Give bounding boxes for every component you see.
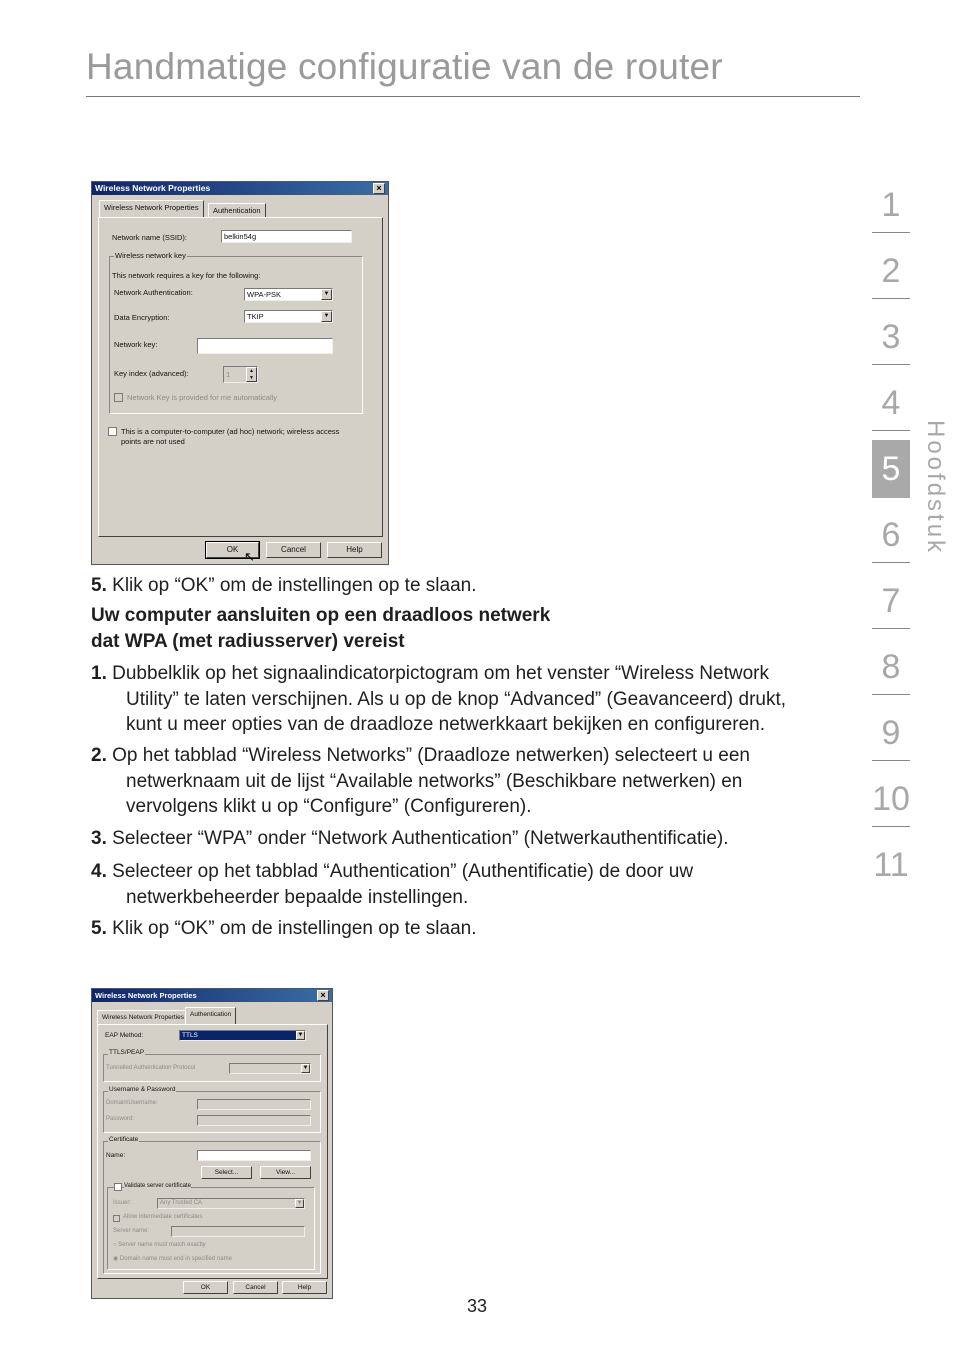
validate-group: [107, 1183, 315, 1270]
chapter-divider: [872, 760, 910, 761]
issuer-label: Issuer:: [113, 1200, 132, 1206]
tab-panel: [98, 217, 383, 537]
step-text: kunt u meer opties van de draadloze netwerkkaart bekijken en configureren.: [126, 714, 765, 735]
validate-label: Validate server certificate: [124, 1183, 191, 1189]
step-number: 1.: [91, 663, 107, 684]
tab-panel: [97, 1024, 328, 1279]
spinner-icon[interactable]: ▲ ▼: [246, 367, 257, 382]
step-text: netwerknaam uit de lijst “Available networks” (Beschikbare netwerken) en: [126, 770, 743, 792]
auth-label: Network Authentication:: [114, 288, 193, 297]
tab-wireless-properties[interactable]: Wireless Network Properties: [99, 200, 204, 217]
step-text: Op het tabblad “Wireless Networks” (Draadloze netwerken) selecteert u een: [112, 745, 750, 766]
chevron-down-icon[interactable]: ▼: [296, 1200, 303, 1206]
help-button[interactable]: Help: [327, 542, 382, 558]
authentication-dialog: [91, 988, 333, 1299]
encryption-select-value: TKIP: [247, 312, 264, 321]
chevron-down-icon[interactable]: ▼: [302, 1065, 309, 1071]
step-text: Utility” te laten verschijnen. Als u op de knop “Advanced” (Geavanceerd) drukt,: [126, 688, 787, 710]
step-number: 3.: [91, 828, 107, 849]
certificate-group-label: Certificate: [109, 1136, 139, 1143]
chevron-down-icon[interactable]: ▼: [297, 1032, 304, 1038]
chapter-divider: [872, 628, 910, 629]
cancel-button[interactable]: Cancel: [233, 1281, 278, 1294]
encryption-label: Data Encryption:: [114, 313, 170, 322]
chapter-9[interactable]: 9: [881, 714, 901, 752]
eap-method-label: EAP Method:: [105, 1032, 144, 1039]
chevron-down-icon[interactable]: ▼: [321, 289, 332, 300]
network-key-input[interactable]: [197, 338, 333, 354]
step-text: Selecteer “WPA” onder “Network Authentication” (Netwerkauthentificatie).: [112, 828, 729, 849]
chapter-5-active[interactable]: 5: [872, 440, 910, 498]
domain-end-label: Domain name must end in specified name: [119, 1256, 232, 1262]
step-number: 4.: [91, 861, 107, 882]
tab-authentication[interactable]: Authentication: [208, 203, 266, 217]
step-1: [91, 661, 866, 738]
wireless-key-group: [109, 251, 363, 414]
domain-username-label: Domain\Username:: [106, 1100, 158, 1106]
chevron-down-icon[interactable]: ▼: [321, 311, 332, 322]
view-button[interactable]: View...: [260, 1166, 311, 1179]
chapter-divider: [872, 826, 910, 827]
step-5-save: [91, 573, 866, 599]
section-heading: [91, 603, 866, 654]
step-text: Klik op “OK” om de instellingen op te slaan.: [112, 918, 477, 939]
chapter-6[interactable]: 6: [881, 516, 901, 554]
exact-match-radio[interactable]: ○ Server name must match exactly: [113, 1242, 206, 1248]
username-password-group-label: Username & Password: [109, 1086, 176, 1093]
dialog-titlebar: [92, 182, 388, 195]
ssid-label: Network name (SSID):: [112, 233, 188, 242]
dialog-titlebar: [92, 989, 332, 1002]
wireless-properties-dialog: [91, 181, 389, 565]
chapter-divider: [872, 232, 910, 233]
network-key-label: Network key:: [114, 340, 158, 349]
tab-authentication[interactable]: Authentication: [185, 1007, 236, 1024]
chapter-7[interactable]: 7: [881, 582, 901, 620]
chapter-2[interactable]: 2: [881, 252, 901, 290]
tab-wireless-properties[interactable]: Wireless Network Properties: [97, 1010, 189, 1024]
cert-name-label: Name:: [106, 1152, 126, 1159]
step-text: Dubbelklik op het signaalindicatorpictogram om het venster “Wireless Network: [112, 663, 769, 684]
chapter-divider: [872, 298, 910, 299]
key-index-value: 1: [226, 370, 231, 379]
exact-match-label: Server name must match exactly: [118, 1242, 206, 1248]
server-name-label: Server name:: [113, 1228, 150, 1234]
step-text: Selecteer op het tabblad “Authentication” (Authentificatie) de door uw: [112, 861, 694, 882]
step-text: Klik op “OK” om de instellingen op te slaan.: [112, 575, 477, 596]
eap-method-select[interactable]: [179, 1030, 306, 1041]
issuer-select-value: Any Trusted CA: [160, 1200, 203, 1206]
heading-line-1: Uw computer aansluiten op een draadloos netwerk: [91, 605, 551, 626]
eap-method-value: TTLS: [182, 1032, 198, 1039]
step-5: [91, 916, 866, 942]
auth-select-value: WPA-PSK: [247, 290, 282, 299]
title-divider: [86, 96, 860, 97]
page-title: Handmatige configuratie van de router: [86, 46, 723, 87]
key-intro-text: This network requires a key for the following:: [112, 271, 261, 280]
dialog-title: Wireless Network Properties: [95, 183, 211, 193]
chapter-divider: [872, 364, 910, 365]
intermediate-label: Allow intermediate certificates: [123, 1214, 203, 1220]
server-name-input[interactable]: [171, 1226, 305, 1237]
chapter-3[interactable]: 3: [881, 318, 901, 356]
chapter-divider: [872, 694, 910, 695]
username-password-group: [103, 1086, 321, 1133]
issuer-select[interactable]: [157, 1198, 305, 1209]
step-text: vervolgens klikt u op “Configure” (Configureren).: [126, 796, 532, 817]
adhoc-checkbox[interactable]: [108, 427, 117, 436]
certificate-group: [103, 1136, 321, 1274]
wireless-key-group-label: Wireless network key: [115, 251, 186, 260]
step-number: 5.: [91, 918, 107, 939]
domain-username-input[interactable]: [197, 1099, 311, 1110]
tunneled-protocol-label: Tunnelled Authentication Protocol: [106, 1065, 196, 1071]
auto-key-checkbox[interactable]: [114, 393, 123, 402]
chapter-label: [918, 420, 948, 590]
auto-key-label: Network Key is provided for me automatically: [127, 393, 278, 402]
dialog-title: Wireless Network Properties: [95, 991, 197, 1000]
ok-button[interactable]: OK: [183, 1281, 228, 1294]
password-label: Password:: [106, 1116, 135, 1122]
adhoc-label-line2: points are not used: [121, 437, 185, 446]
chapter-10[interactable]: 10: [872, 780, 910, 818]
auth-select[interactable]: [244, 288, 333, 301]
cancel-button[interactable]: Cancel: [266, 542, 321, 558]
chapter-8[interactable]: 8: [881, 648, 901, 686]
heading-line-2: dat WPA (met radiusserver) vereist: [91, 630, 405, 652]
page-number: 33: [466, 1296, 488, 1316]
step-4: [91, 859, 866, 910]
key-index-label: Key index (advanced):: [114, 369, 189, 378]
ok-button[interactable]: OK: [206, 542, 259, 558]
help-button[interactable]: Help: [282, 1281, 327, 1294]
step-number: 5.: [91, 575, 107, 596]
domain-end-radio[interactable]: ◉ Domain name must end in specified name: [113, 1256, 232, 1262]
select-button[interactable]: Select...: [201, 1166, 252, 1179]
key-index-stepper[interactable]: [223, 366, 258, 383]
chapter-divider: [872, 430, 910, 431]
step-text: netwerkbeheerder bepaalde instellingen.: [126, 886, 469, 908]
tunneled-protocol-select[interactable]: [229, 1063, 311, 1074]
cert-name-input[interactable]: [197, 1150, 311, 1161]
ttls-peap-group: [103, 1049, 321, 1082]
step-2: [91, 743, 866, 820]
step-3: [91, 826, 866, 852]
close-icon[interactable]: ×: [373, 183, 385, 194]
chapter-1[interactable]: 1: [881, 186, 901, 224]
encryption-select[interactable]: [244, 310, 333, 323]
password-input[interactable]: [197, 1115, 311, 1126]
cursor-icon: ↖: [244, 549, 255, 564]
validate-checkbox[interactable]: [114, 1183, 122, 1191]
step-number: 2.: [91, 745, 107, 766]
close-icon[interactable]: ×: [317, 990, 329, 1001]
intermediate-checkbox[interactable]: [113, 1215, 120, 1222]
adhoc-label: This is a computer-to-computer (ad hoc) network; wireless access: [121, 427, 340, 436]
ttls-peap-group-label: TTLS/PEAP: [109, 1049, 145, 1056]
chapter-label-text: Hoofdstuk: [922, 420, 949, 556]
chapter-11[interactable]: 11: [873, 846, 909, 884]
chapter-4[interactable]: 4: [881, 384, 901, 422]
chapter-divider: [872, 562, 910, 563]
ssid-input[interactable]: belkin54g: [221, 230, 352, 243]
